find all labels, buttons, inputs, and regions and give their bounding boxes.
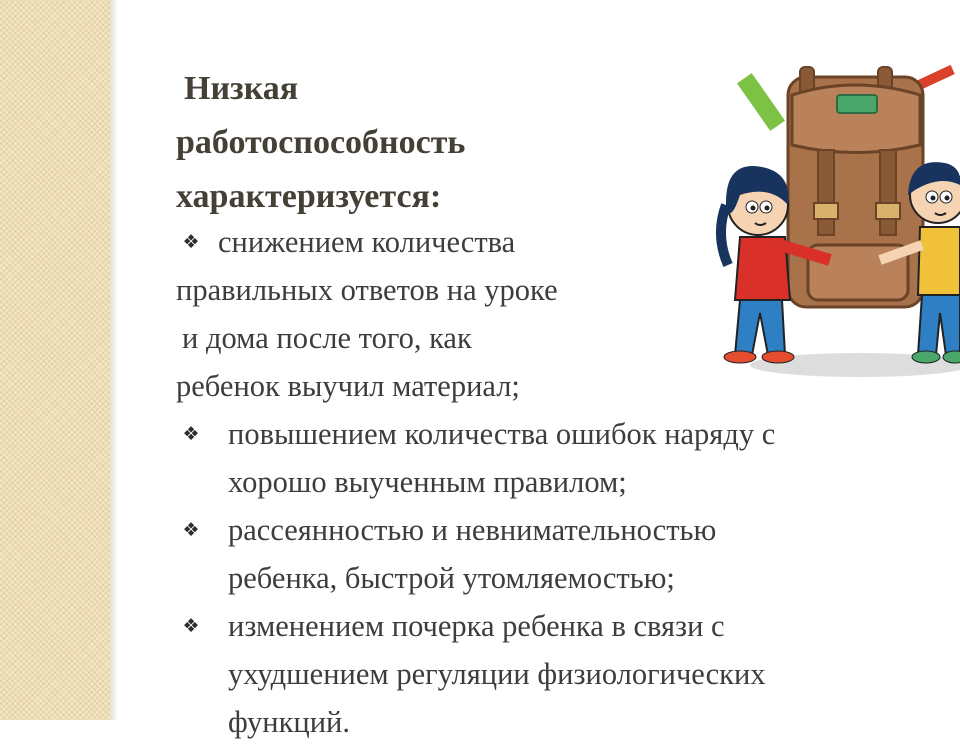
item1-line-2: правильных ответов на уроке [176,273,558,307]
diamond-bullet-icon: ❖ [182,615,200,637]
list-item-4 [176,602,956,746]
item1-line-4: ребенок выучил материал; [176,369,520,403]
stripe-shadow [110,0,118,720]
title-line-2: работоспособность [176,124,466,161]
diamond-bullet-icon: ❖ [182,423,200,445]
diamond-bullet-icon: ❖ [182,231,200,253]
list-item-2 [176,410,956,506]
item1-line-3: и дома после того, как [182,321,472,355]
title-line-1: Низкая [184,70,299,107]
item2-line-2: хорошо выученным правилом; [228,465,627,499]
item1-line-1: снижением количества [218,225,516,259]
item3-line-1: рассеянностью и невнимательностью [228,513,717,547]
item4-line-2: ухудшением регуляции физиологических [228,657,766,691]
item4-line-1: изменением почерка ребенка в связи с [228,609,725,643]
diamond-bullet-icon: ❖ [182,519,200,541]
item4-line-3: функций. [228,705,350,739]
item2-line-1: повышением количества ошибок наряду с [228,417,776,451]
children-carrying-backpack-illustration [700,55,960,385]
decorative-side-stripe [0,0,110,720]
slide-title [176,62,616,224]
item3-line-2: ребенка, быстрой утомляемостью; [228,561,675,595]
title-line-3: характеризуется: [176,178,442,215]
list-item-3 [176,506,956,602]
